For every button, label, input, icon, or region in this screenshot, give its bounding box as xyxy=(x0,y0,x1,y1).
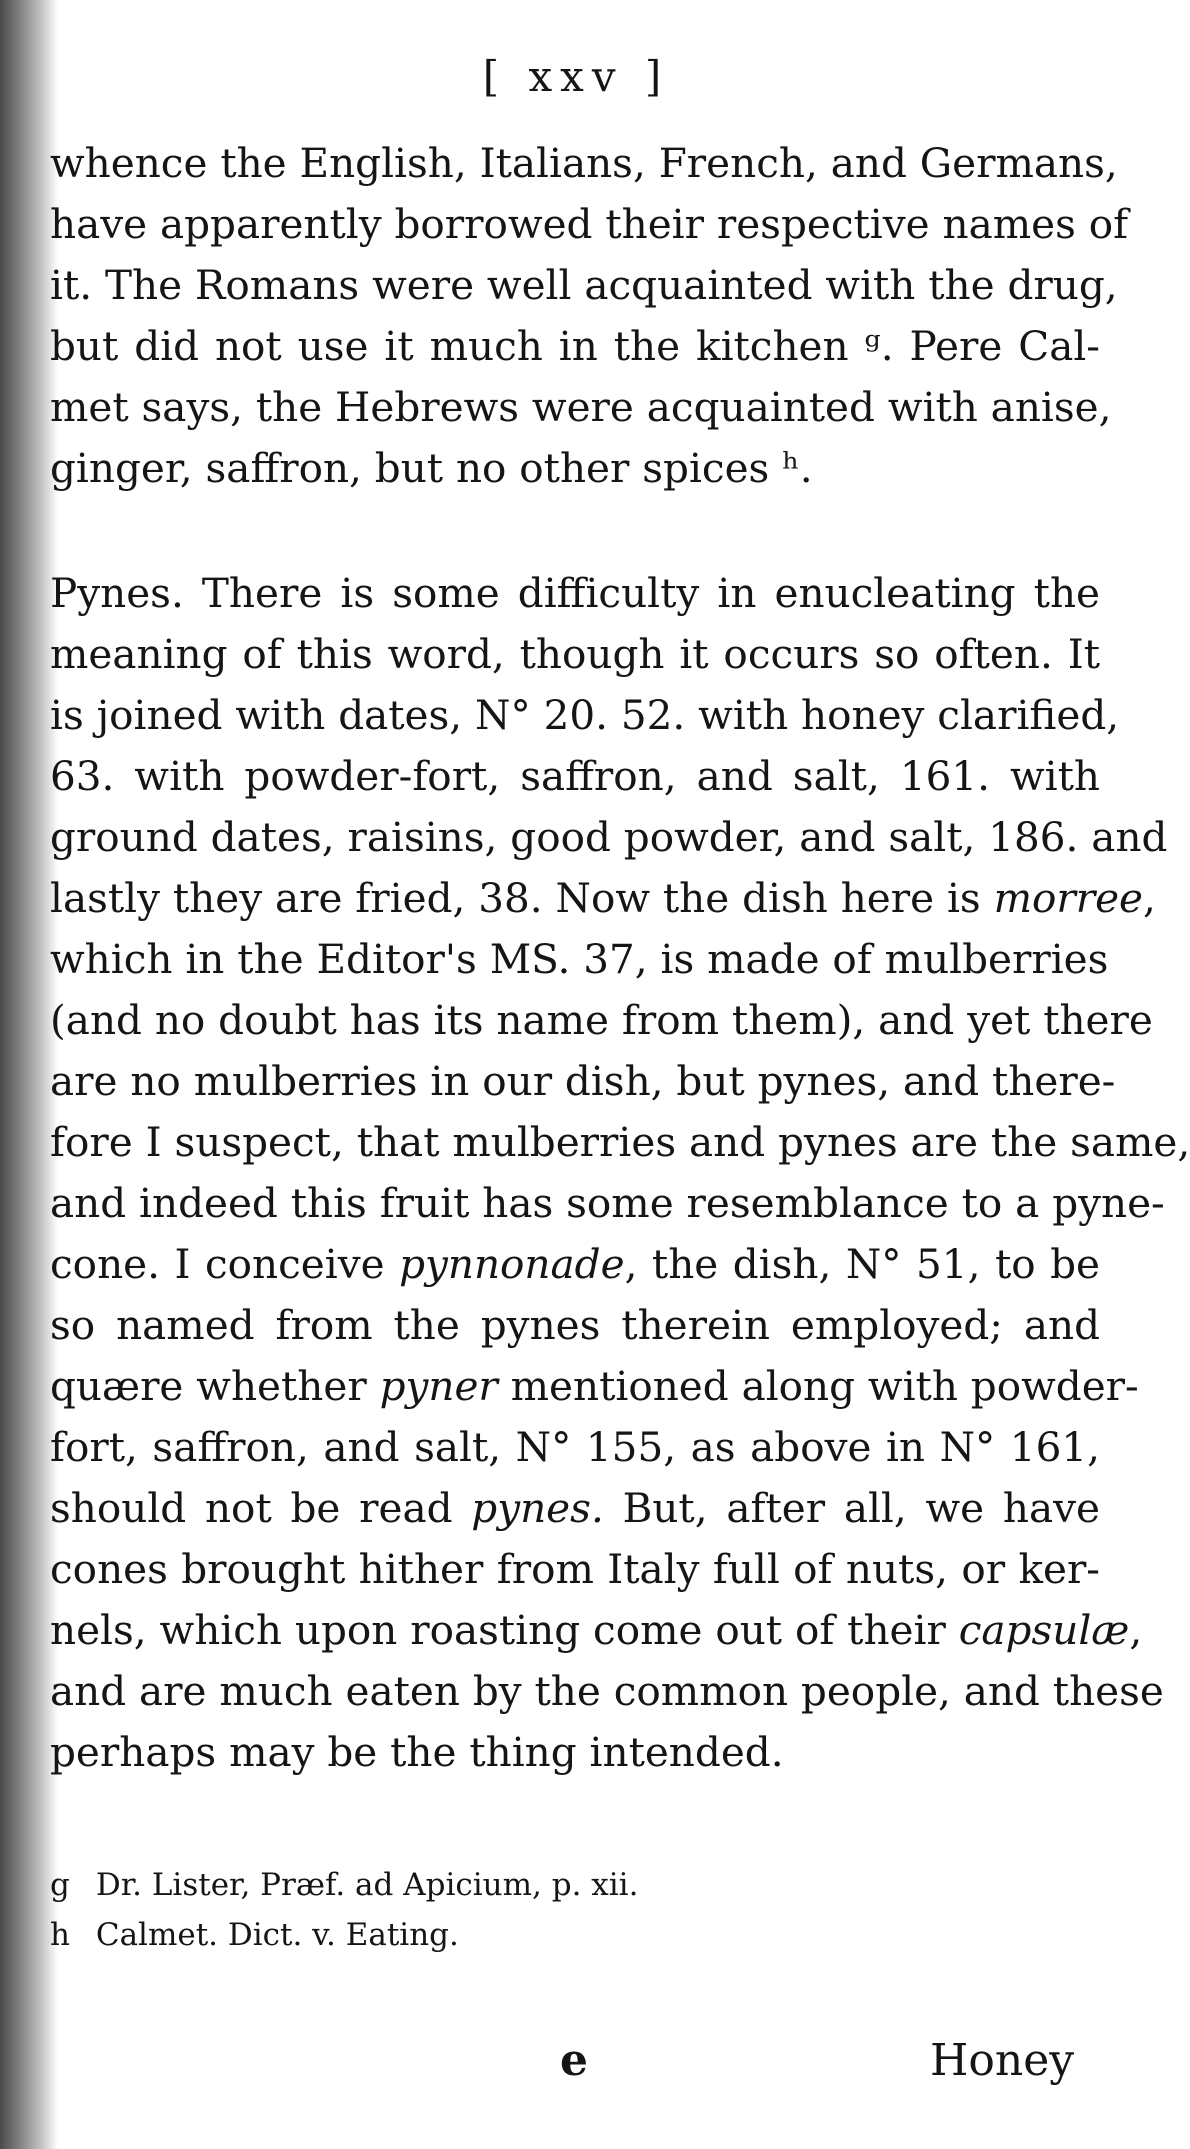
text-line: met says, the Hebrews were acquainted with anise, xyxy=(50,383,1112,431)
text-line: quære whether pyner mentioned along with powder- xyxy=(50,1362,1139,1410)
text-line: lastly they are fried, 38. Now the dish here is morree, xyxy=(50,874,1156,922)
footnote-g xyxy=(50,1860,950,1910)
text-line: cone. I conceive pynnonade, the dish, N° 51, to be xyxy=(50,1240,1100,1288)
text-line: are no mulberries in our dish, but pynes, and there- xyxy=(50,1057,1116,1105)
text-line: and are much eaten by the common people, and these xyxy=(50,1667,1164,1715)
text-line: so named from the pynes therein employed; and xyxy=(50,1301,1100,1349)
paragraph-saffron xyxy=(50,133,1129,499)
text-line: should not be read pynes. But, after all, we have xyxy=(50,1484,1100,1532)
text-line: but did not use it much in the kitchen ᵍ. Pere Cal- xyxy=(50,322,1100,370)
paragraph-pynes xyxy=(50,563,1190,1783)
text-line: 63. with powder-fort, saffron, and salt, 161. with xyxy=(50,752,1100,800)
text-line: meaning of this word, though it occurs so often. It xyxy=(50,630,1100,678)
footnotes xyxy=(50,1860,950,1960)
catchword: Honey xyxy=(930,2035,1075,2086)
text-line: which in the Editor's MS. 37, is made of mulberries xyxy=(50,935,1109,983)
text-line: have apparently borrowed their respective names of xyxy=(50,200,1129,248)
text-line: and indeed this fruit has some resemblance to a pyne- xyxy=(50,1179,1165,1227)
text-line: fore I suspect, that mulberries and pynes are the same, xyxy=(50,1118,1190,1166)
footnote-marker: h xyxy=(50,1917,70,1953)
text-line: whence the English, Italians, French, and Germans, xyxy=(50,139,1118,187)
text-line: perhaps may be the thing intended. xyxy=(50,1728,784,1776)
text-line: Pynes. There is some difficulty in enucleating the xyxy=(50,569,1100,617)
footnote-marker: g xyxy=(50,1867,70,1903)
page-number: [ xxv ] xyxy=(482,52,670,101)
text-line: is joined with dates, N° 20. 52. with honey clarified, xyxy=(50,691,1120,739)
text-line: nels, which upon roasting come out of their capsulæ, xyxy=(50,1606,1143,1654)
text-line: ginger, saffron, but no other spices ʰ. xyxy=(50,444,813,492)
text-line: cones brought hither from Italy full of nuts, or ker- xyxy=(50,1545,1100,1593)
footnote-text: Calmet. Dict. v. Eating. xyxy=(95,1917,459,1953)
text-line: ground dates, raisins, good powder, and salt, 186. and xyxy=(50,813,1168,861)
signature-mark: e xyxy=(560,2035,588,2086)
text-line: (and no doubt has its name from them), and yet there xyxy=(50,996,1153,1044)
footnote-text: Dr. Lister, Præf. ad Apicium, p. xii. xyxy=(95,1867,639,1903)
footnote-h xyxy=(50,1910,950,1960)
text-line: it. The Romans were well acquainted with the drug, xyxy=(50,261,1118,309)
text-line: fort, saffron, and salt, N° 155, as above in N° 161, xyxy=(50,1423,1100,1471)
